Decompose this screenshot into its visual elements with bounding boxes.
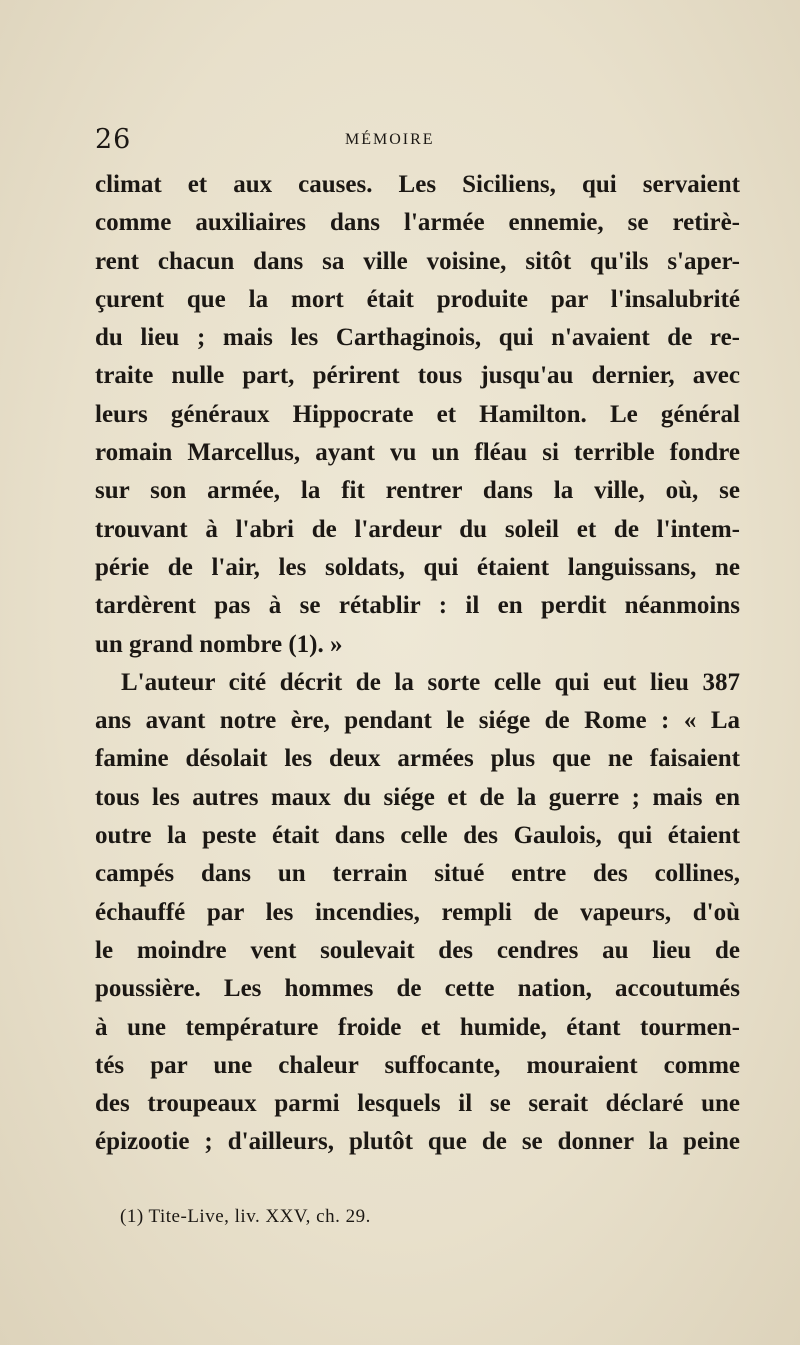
- text-line: romain Marcellus, ayant vu un fléau si terrible fondre: [95, 439, 740, 467]
- text-line: L'auteur cité décrit de la sorte celle qui eut lieu 387: [121, 668, 740, 696]
- text-line: outre la peste était dans celle des Gaulois, qui étaient: [95, 822, 740, 850]
- text-line: épizootie ; d'ailleurs, plutôt que de se donner la peine: [95, 1128, 740, 1156]
- text-line: périe de l'air, les soldats, qui étaient languissans, ne: [95, 553, 740, 581]
- text-line: des troupeaux parmi lesquels il se serait déclaré une: [95, 1090, 740, 1118]
- text-line: le moindre vent soulevait des cendres au lieu de: [95, 936, 740, 964]
- body-text: [95, 166, 740, 1162]
- page-header: [95, 120, 740, 160]
- running-title: MÉMOIRE: [345, 131, 435, 148]
- text-line: ans avant notre ère, pendant le siége de Rome : « La: [95, 707, 740, 735]
- text-line: du lieu ; mais les Carthaginois, qui n'avaient de re-: [95, 324, 740, 352]
- page-number: 26: [95, 124, 132, 155]
- text-line: poussière. Les hommes de cette nation, accoutumés: [95, 975, 740, 1003]
- text-line: traite nulle part, périrent tous jusqu'au dernier, avec: [95, 362, 740, 390]
- text-line: leurs généraux Hippocrate et Hamilton. Le général: [95, 400, 740, 428]
- text-line: famine désolait les deux armées plus que ne faisaient: [95, 745, 740, 773]
- text-line: un grand nombre (1). »: [95, 630, 343, 658]
- footnote: (1) Tite-Live, liv. XXV, ch. 29.: [120, 1206, 371, 1227]
- text-line: tardèrent pas à se rétablir : il en perdit néanmoins: [95, 592, 740, 620]
- text-line: à une température froide et humide, étant tourmen-: [95, 1013, 740, 1041]
- text-line: échauffé par les incendies, rempli de vapeurs, d'où: [95, 898, 740, 926]
- text-line: çurent que la mort était produite par l'insalubrité: [95, 285, 740, 313]
- text-line: campés dans un terrain situé entre des collines,: [95, 860, 740, 888]
- text-line: tous les autres maux du siége et de la guerre ; mais en: [95, 783, 740, 811]
- text-line: rent chacun dans sa ville voisine, sitôt qu'ils s'aper-: [95, 247, 740, 275]
- text-line: comme auxiliaires dans l'armée ennemie, se retirè-: [95, 209, 740, 237]
- text-line: sur son armée, la fit rentrer dans la ville, où, se: [95, 477, 740, 505]
- text-line: tés par une chaleur suffocante, mouraient comme: [95, 1051, 740, 1079]
- text-line: trouvant à l'abri de l'ardeur du soleil et de l'intem-: [95, 515, 740, 543]
- text-line: climat et aux causes. Les Siciliens, qui servaient: [95, 171, 740, 198]
